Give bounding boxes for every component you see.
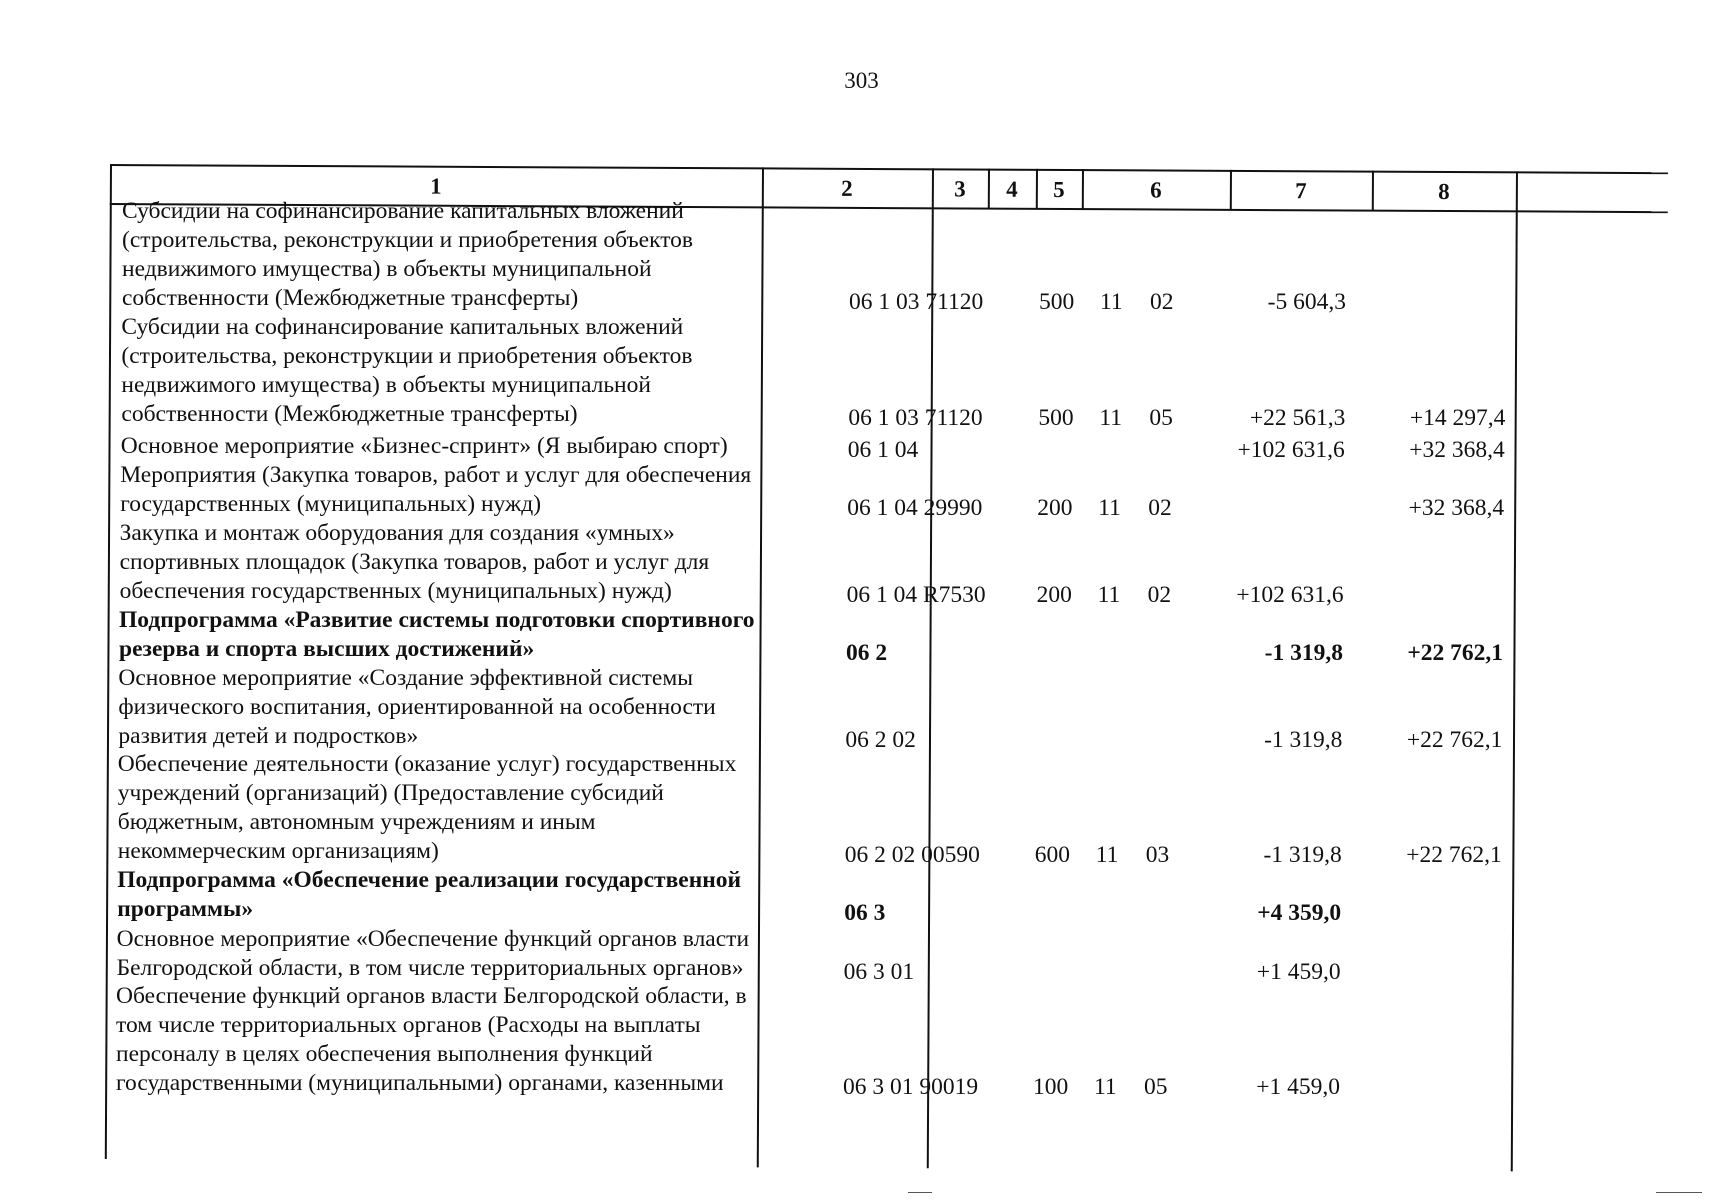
row-code: 06 3 01 90019 xyxy=(843,1074,979,1100)
row-col-5: 02 xyxy=(1148,495,1172,521)
row-col-7: +22 762,1 xyxy=(1406,842,1502,868)
row-name: Обеспечение функций органов власти Белгородской области, в том числе территориальных органов (Расходы на выплаты персоналу в целях обеспечения выполнения функций государственными (муниципальными) органами, казенными xyxy=(116,983,747,1096)
table-row xyxy=(113,606,1671,664)
row-col-5: 05 xyxy=(1149,405,1173,431)
row-col-3: 200 xyxy=(1037,495,1073,521)
row-col-6: +1 459,0 xyxy=(1256,959,1341,985)
table-row xyxy=(116,197,1674,313)
row-name: Основное мероприятие «Бизнес-спринт» (Я выбираю спорт) xyxy=(120,433,728,459)
row-col-3: 500 xyxy=(1038,405,1074,431)
row-col-6: -1 319,8 xyxy=(1264,640,1343,666)
page-number: 303 xyxy=(844,68,879,93)
row-name: Субсидии на софинансирование капитальных вложений (строительства, реконструкции и приобретения объектов недвижимого имущества) в объекты муниципальной собственности (Межбюджетные трансферты) xyxy=(122,198,694,311)
header-col-7: 7 xyxy=(1295,178,1307,204)
table-row xyxy=(115,432,1673,461)
row-col-3: 100 xyxy=(1033,1074,1069,1100)
table-row xyxy=(112,750,1670,866)
row-col-4: 11 xyxy=(1095,842,1119,868)
row-col-3: 200 xyxy=(1036,582,1072,608)
row-col-7: +22 762,1 xyxy=(1406,727,1503,753)
row-col-6: +1 459,0 xyxy=(1256,1074,1340,1100)
row-col-5: 02 xyxy=(1150,289,1174,315)
table-row xyxy=(111,925,1669,983)
row-code: 06 2 xyxy=(846,640,888,666)
row-name: Подпрограмма «Обеспечение реализации государственной программы» xyxy=(117,867,742,922)
row-name: Основное мероприятие «Создание эффективной системы физического воспитания, ориентированной на особенности развития детей и подростков» xyxy=(118,665,716,749)
row-code: 06 1 04 xyxy=(847,437,919,463)
header-col-8: 8 xyxy=(1438,178,1450,205)
header-col-3: 3 xyxy=(954,176,966,202)
header-col-5: 5 xyxy=(1053,176,1065,202)
header-col-4: 4 xyxy=(1006,176,1018,202)
row-code: 06 1 04 29990 xyxy=(847,495,983,521)
row-col-5: 03 xyxy=(1145,842,1170,868)
row-col-7: +22 762,1 xyxy=(1407,640,1503,666)
scan-mark xyxy=(908,1192,932,1193)
table-row xyxy=(110,982,1668,1098)
scan-mark xyxy=(1656,1192,1702,1193)
row-col-4: 11 xyxy=(1099,405,1123,431)
row-col-6: +22 561,3 xyxy=(1249,405,1346,431)
row-col-6: +102 631,6 xyxy=(1237,437,1345,463)
row-code: 06 1 03 71120 xyxy=(848,405,983,431)
row-col-3: 600 xyxy=(1034,842,1071,868)
row-col-5: 02 xyxy=(1147,582,1172,608)
row-code: 06 3 01 xyxy=(843,959,915,985)
row-col-6: -1 319,8 xyxy=(1264,727,1343,753)
row-name: Основное мероприятие «Обеспечение функций органов власти Белгородской области, в том числе территориальных органов» xyxy=(116,926,750,981)
row-name: Мероприятия (Закупка товаров, работ и услуг для обеспечения государственных (муниципальных) нужд) xyxy=(120,462,752,517)
table-row xyxy=(114,461,1672,519)
row-col-4: 11 xyxy=(1097,582,1121,608)
row-code: 06 2 02 xyxy=(845,727,916,753)
row-code: 06 1 03 71120 xyxy=(849,289,984,315)
table-row xyxy=(115,313,1673,429)
row-code: 06 2 02 00590 xyxy=(844,842,980,868)
row-col-6: +102 631,6 xyxy=(1236,582,1344,608)
row-col-5: 05 xyxy=(1144,1074,1168,1100)
row-col-4: 11 xyxy=(1094,1074,1117,1100)
table-row xyxy=(111,866,1669,924)
table-row xyxy=(114,519,1672,606)
row-col-3: 500 xyxy=(1039,289,1075,315)
row-col-6: -1 319,8 xyxy=(1263,842,1342,868)
row-code: 06 3 xyxy=(844,900,886,926)
row-col-6: +4 359,0 xyxy=(1257,900,1342,926)
row-col-6: -5 604,3 xyxy=(1267,289,1346,315)
row-col-7: +32 368,4 xyxy=(1409,437,1505,463)
header-col-6: 6 xyxy=(1150,177,1162,203)
row-code: 06 1 04 R7530 xyxy=(846,582,986,608)
table-row xyxy=(112,664,1670,751)
header-col-2: 2 xyxy=(841,175,853,201)
row-name: Обеспечение деятельности (оказание услуг) государственных учреждений (организаций) (Предоставление субсидий бюджетным, автономным учреждениям и иным некоммерческим организациям) xyxy=(117,751,737,864)
row-name: Подпрограмма «Развитие системы подготовки спортивного резерва и спорта высших достижений» xyxy=(119,607,755,662)
row-col-7: +14 297,4 xyxy=(1409,405,1506,431)
header-col-1: 1 xyxy=(430,173,442,199)
row-name: Субсидии на софинансирование капитальных вложений (строительства, реконструкции и приобретения объектов недвижимого имущества) в объекты муниципальной собственности (Межбюджетные трансферты) xyxy=(121,314,693,427)
row-name: Закупка и монтаж оборудования для создания «умных» спортивных площадок (Закупка товаров, работ и услуг для обеспечения государственных (муниципальных) нужд) xyxy=(119,520,710,604)
row-col-4: 11 xyxy=(1100,289,1123,315)
row-col-7: +32 368,4 xyxy=(1408,495,1505,521)
row-col-4: 11 xyxy=(1098,495,1121,521)
